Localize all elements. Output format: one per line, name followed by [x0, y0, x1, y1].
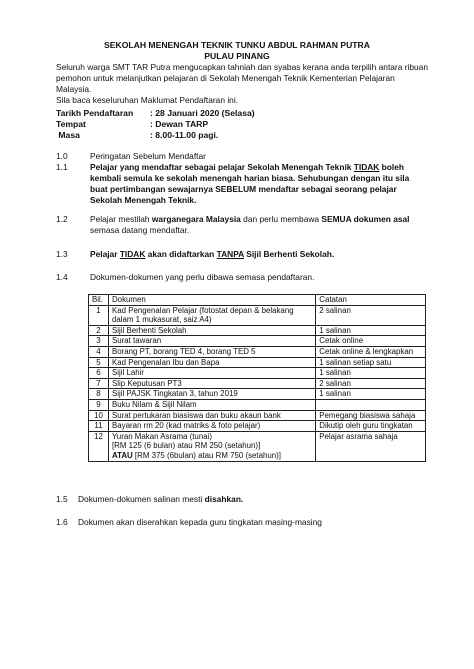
section-number: 1.4 — [56, 272, 68, 282]
row-document: Bayaran rm 20 (kad matriks & foto pelajar) — [108, 421, 315, 432]
row-note: 2 salinan — [316, 378, 426, 389]
row-note: Pemegang biasiswa sahaja — [316, 410, 426, 421]
text-part: dan perlu membawa — [240, 214, 322, 224]
text-part: [RM 375 (6bulan) atau RM 750 (setahun)] — [132, 450, 281, 460]
table-row — [89, 336, 426, 347]
section-1-6 — [56, 517, 428, 528]
info-date-label: Tarikh Pendaftaran — [56, 108, 134, 118]
row-document: Surat tawaran — [108, 336, 315, 347]
section-1-4 — [56, 272, 428, 283]
table-row — [89, 389, 426, 400]
section-text — [90, 214, 428, 236]
section-text — [90, 162, 428, 206]
doc-line: Yuran Makan Asrama (tunai) — [111, 431, 212, 441]
row-document: Slip Keputusan PT3 — [108, 378, 315, 389]
section-1-3 — [56, 249, 428, 260]
table-row — [89, 410, 426, 421]
row-number: 6 — [89, 368, 109, 379]
info-time-label: Masa — [56, 130, 80, 140]
table-row — [89, 325, 426, 336]
row-document: Sijil Lahir — [108, 368, 315, 379]
text-part: Sijil Berhenti Sekolah. — [243, 249, 335, 259]
row-number: 7 — [89, 378, 109, 389]
row-note — [316, 399, 426, 410]
section-1-5 — [56, 494, 428, 505]
section-text: Dokumen-dokumen yang perlu dibawa semasa pendaftaran. — [90, 272, 315, 282]
row-number: 9 — [89, 399, 109, 410]
text-part: Pelajar — [90, 249, 120, 259]
info-time-value: : 8.00-11.00 pagi. — [150, 130, 219, 140]
section-number: 1.1 — [56, 162, 68, 172]
text-part: Pelajar yang mendaftar sebagai pelajar Sekolah Menengah Teknik — [90, 162, 354, 172]
section-1-0 — [56, 151, 428, 162]
row-number: 10 — [89, 410, 109, 421]
table-row — [89, 368, 426, 379]
table-header-row — [89, 295, 426, 306]
section-text — [90, 249, 428, 260]
text-part: semasa datang mendaftar. — [90, 225, 190, 235]
row-document: Kad Pengenalan Ibu dan Bapa — [108, 357, 315, 368]
row-document — [108, 431, 315, 461]
intro-instruction: Sila baca keseluruhan Maklumat Pendaftaran ini. — [56, 95, 239, 105]
doc-line — [112, 451, 312, 461]
info-date — [56, 108, 255, 119]
section-text — [78, 494, 428, 505]
text-part: ATAU — [111, 450, 133, 460]
info-time — [56, 130, 218, 141]
row-note: 1 salinan — [316, 325, 426, 336]
row-note: Cetak online & lengkapkan — [316, 346, 426, 357]
table-row — [89, 399, 426, 410]
column-header-catatan: Catatan — [316, 295, 426, 306]
info-place-label: Tempat — [56, 119, 86, 129]
row-number: 8 — [89, 389, 109, 400]
text-part: boleh kembali semula ke sekolah menengah harian biasa. Sehubungan dengan itu sila buat pertimbangan sewajarnya SEBELUM mendaftar sebagai seorang pelajar Sekolah Menengah Teknik. — [90, 162, 410, 205]
row-document: Buku Nilam & Sijil Nilam — [108, 399, 315, 410]
section-1-2 — [56, 214, 428, 236]
school-location: PULAU PINANG — [204, 51, 270, 61]
row-note: 1 salinan — [316, 389, 426, 400]
table-row — [89, 421, 426, 432]
row-document: Surat pertukaran biasiswa dan buku akaun bank — [108, 410, 315, 421]
section-number: 1.2 — [56, 214, 68, 224]
section-text: Dokumen akan diserahkan kepada guru tingkatan masing-masing — [78, 517, 322, 527]
row-document: Borang PT, borang TED 4, borang TED 5 — [108, 346, 315, 357]
section-title: Peringatan Sebelum Mendaftar — [90, 151, 206, 161]
row-number: 1 — [89, 305, 109, 325]
intro-text — [56, 62, 428, 106]
text-part: warganegara Malaysia — [151, 214, 241, 224]
table-row — [89, 357, 426, 368]
school-name: SEKOLAH MENENGAH TEKNIK TUNKU ABDUL RAHMAN PUTRA — [104, 40, 370, 50]
row-note: 1 salinan — [316, 368, 426, 379]
row-number: 11 — [89, 421, 109, 432]
info-date-value: : 28 Januari 2020 (Selasa) — [150, 108, 255, 118]
section-1-1 — [56, 162, 428, 206]
row-note: Cetak online — [316, 336, 426, 347]
text-part: TIDAK — [353, 162, 380, 172]
row-note: Dikutip oleh guru tingkatan — [316, 421, 426, 432]
row-number: 5 — [89, 357, 109, 368]
doc-line: [RM 125 (6 bulan) atau RM 250 (setahun)] — [111, 441, 261, 451]
section-number: 1.5 — [56, 494, 68, 504]
column-header-dokumen: Dokumen — [108, 295, 315, 306]
row-document: Sijil Berhenti Sekolah — [108, 325, 315, 336]
text-part: akan didaftarkan — [145, 249, 217, 259]
row-note: 1 salinan setiap satu — [316, 357, 426, 368]
info-place — [56, 119, 208, 130]
documents-table — [88, 294, 426, 462]
row-number: 3 — [89, 336, 109, 347]
row-note: Pelajar asrama sahaja — [316, 431, 426, 461]
row-document: Sijil PAJSK Tingkatan 3, tahun 2019 — [108, 389, 315, 400]
row-number: 2 — [89, 325, 109, 336]
intro-paragraph: Seluruh warga SMT TAR Putra mengucapkan tahniah dan syabas kerana anda terpilih antara ribuan pemohon untuk melanjutkan pelajaran di Sekolah Menengah Teknik Kementerian Pelajaran Malaysia. — [56, 62, 428, 94]
text-part: disahkan. — [204, 494, 244, 504]
text-part: TIDAK — [119, 249, 146, 259]
section-number: 1.0 — [56, 151, 68, 161]
table-row — [89, 305, 426, 325]
section-number: 1.3 — [56, 249, 68, 259]
text-part: Dokumen-dokumen salinan mesti — [78, 494, 205, 504]
table-row — [89, 346, 426, 357]
table-row — [89, 431, 426, 461]
info-place-value: : Dewan TARP — [150, 119, 209, 129]
text-part: Pelajar mestilah — [90, 214, 152, 224]
row-note: 2 salinan — [316, 305, 426, 325]
row-document: Kad Pengenalan Pelajar (fotostat depan & belakang dalam 1 mukasurat, saiz A4) — [108, 305, 315, 325]
column-header-bil: Bil. — [89, 295, 109, 306]
text-part: TANPA — [216, 249, 244, 259]
table-row — [89, 378, 426, 389]
text-part: SEMUA dokumen asal — [321, 214, 410, 224]
section-number: 1.6 — [56, 517, 68, 527]
row-number: 4 — [89, 346, 109, 357]
row-number: 12 — [89, 431, 109, 461]
